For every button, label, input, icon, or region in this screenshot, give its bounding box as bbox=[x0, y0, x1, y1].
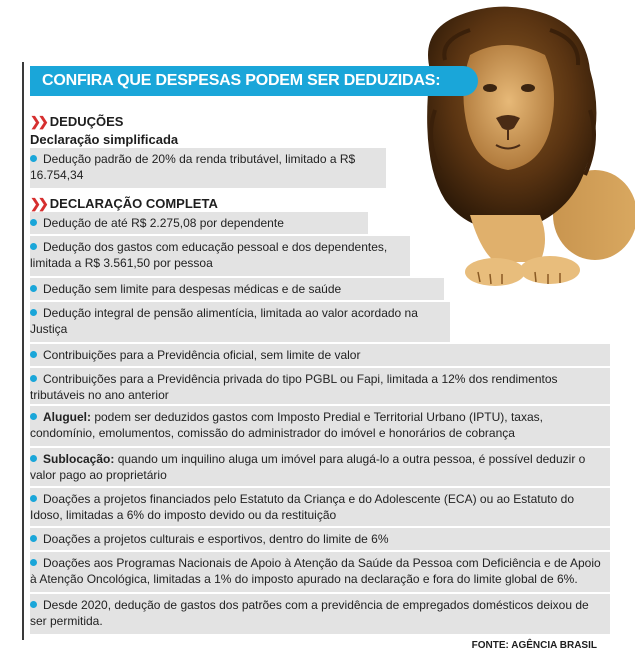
list-item-lead: Sublocação: bbox=[43, 452, 115, 466]
list-item-text: Desde 2020, dedução de gastos dos patrões com a previdência de empregados domésticos deixou de ser permitida. bbox=[30, 598, 589, 628]
section-heading-deducoes bbox=[30, 114, 123, 130]
bullet-icon bbox=[30, 243, 37, 250]
list-item bbox=[30, 488, 610, 526]
list-item bbox=[30, 368, 610, 404]
list-item bbox=[30, 212, 368, 234]
list-item bbox=[30, 594, 610, 634]
list-item bbox=[30, 344, 610, 366]
list-item bbox=[30, 448, 610, 486]
list-item-text: Dedução padrão de 20% da renda tributável, limitado a R$ 16.754,34 bbox=[30, 152, 356, 182]
list-item-text: Doações a projetos financiados pelo Estatuto da Criança e do Adolescente (ECA) ou ao Estatuto do Idoso, limitadas a 6% do imposto devido ou da restituição bbox=[30, 492, 574, 522]
list-item-text: Doações aos Programas Nacionais de Apoio à Atenção da Saúde da Pessoa com Deficiência e de Apoio à Atenção Oncológica, limitadas a 1% do imposto apurado na declaração e fora do limite global de 6%. bbox=[30, 556, 601, 586]
left-frame-line bbox=[22, 62, 24, 640]
bullet-icon bbox=[30, 495, 37, 502]
list-item bbox=[30, 148, 386, 188]
page-title: CONFIRA QUE DESPESAS PODEM SER DEDUZIDAS: bbox=[42, 72, 441, 89]
list-item bbox=[30, 552, 610, 592]
subheading-simplificada: Declaração simplificada bbox=[30, 132, 179, 147]
list-item-text: Dedução dos gastos com educação pessoal e dos dependentes, limitada a R$ 3.561,50 por pessoa bbox=[30, 240, 388, 270]
list-item bbox=[30, 406, 610, 446]
list-item-text: quando um inquilino aluga um imóvel para alugá-lo a outra pessoa, é possível deduzir o valor pago ao proprietário bbox=[30, 452, 586, 482]
bullet-icon bbox=[30, 219, 37, 226]
bullet-icon bbox=[30, 601, 37, 608]
list-item-text: Contribuições para a Previdência privada do tipo PGBL ou Fapi, limitada a 12% dos rendimentos tributáveis no ano anterior bbox=[30, 372, 558, 402]
list-item-text: Dedução de até R$ 2.275,08 por dependente bbox=[43, 216, 284, 230]
list-item bbox=[30, 528, 610, 550]
bullet-icon bbox=[30, 351, 37, 358]
list-item-text: Contribuições para a Previdência oficial, sem limite de valor bbox=[43, 348, 361, 362]
list-item-text: Dedução sem limite para despesas médicas e de saúde bbox=[43, 282, 342, 296]
lion-illustration bbox=[400, 0, 635, 300]
bullet-icon bbox=[30, 285, 37, 292]
list-item-text: Doações a projetos culturais e esportivos, dentro do limite de 6% bbox=[43, 532, 389, 546]
bullet-icon bbox=[30, 455, 37, 462]
list-item bbox=[30, 302, 450, 342]
chevron-right-icon: ❯❯ bbox=[30, 114, 46, 129]
list-item-text: podem ser deduzidos gastos com Imposto Predial e Territorial Urbano (IPTU), taxas, condomínio, emolumentos, comissão do administrador do imóvel e honorários de cobrança bbox=[30, 410, 543, 440]
bullet-icon bbox=[30, 375, 37, 382]
bullet-icon bbox=[30, 155, 37, 162]
section-heading-completa-label: DECLARAÇÃO COMPLETA bbox=[49, 196, 218, 211]
chevron-right-icon: ❯❯ bbox=[30, 196, 46, 211]
source-credit: FONTE: AGÊNCIA BRASIL bbox=[471, 640, 597, 651]
list-item-lead: Aluguel: bbox=[43, 410, 91, 424]
section-heading-completa bbox=[30, 196, 218, 212]
section-heading-deducoes-label: DEDUÇÕES bbox=[49, 114, 124, 129]
bullet-icon bbox=[30, 559, 37, 566]
title-bar bbox=[30, 66, 478, 96]
bullet-icon bbox=[30, 309, 37, 316]
bullet-icon bbox=[30, 413, 37, 420]
bullet-icon bbox=[30, 535, 37, 542]
list-item bbox=[30, 236, 410, 276]
list-item-text: Dedução integral de pensão alimentícia, limitada ao valor acordado na Justiça bbox=[30, 306, 418, 336]
list-item bbox=[30, 278, 444, 300]
